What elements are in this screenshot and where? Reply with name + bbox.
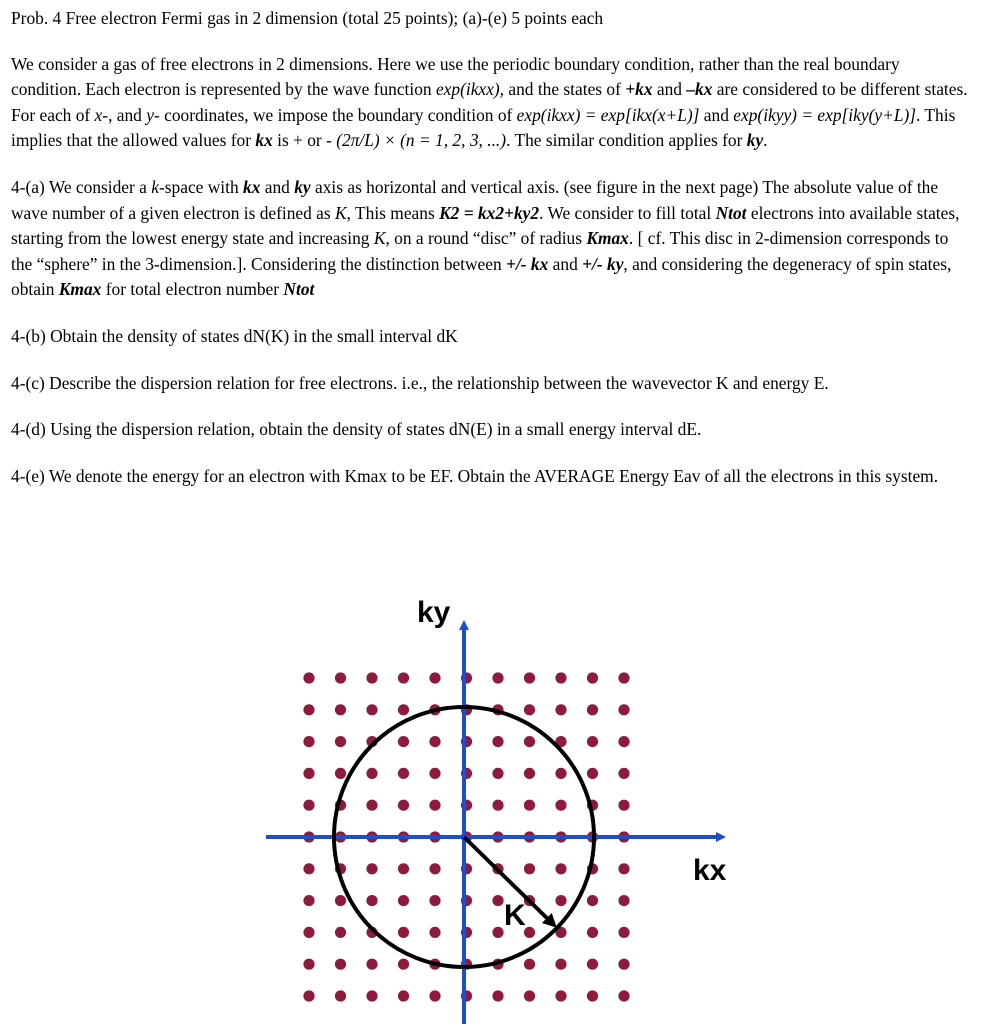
state-dot [398, 704, 409, 715]
state-dot [555, 863, 566, 874]
state-dot [303, 800, 314, 811]
state-dot [555, 704, 566, 715]
state-dot [618, 736, 629, 747]
state-dot [335, 704, 346, 715]
question-c: 4-(c) Describe the dispersion relation for free electrons. i.e., the relationship between the wavevector K and energy E. [11, 372, 829, 393]
state-dot [587, 704, 598, 715]
state-dot [398, 863, 409, 874]
question-a: 4-(a) We consider a k-space with kx and ky axis as horizontal and vertical axis. (see figure in the next page) The absolute value of the wave number of a given electron is defined as K, This means K2 = kx2+ky2. We consider to fill total Ntot electrons into available states, starting from the lowest energy state and increasing K, on a round “disc” of radius Kmax. [ cf. This disc in 2-dimension corresponds to the “sphere” in the 3-dimension.]. Considering the distinction between +/- kx and +/- ky, and considering the degeneracy of spin states, obtain Kmax for total electron number Ntot [11, 176, 960, 300]
state-dot [618, 800, 629, 811]
state-dot [492, 800, 503, 811]
state-dot [524, 800, 535, 811]
state-dot [303, 704, 314, 715]
state-dot [555, 672, 566, 683]
state-dot [303, 768, 314, 779]
state-dot [366, 959, 377, 970]
state-dot [335, 959, 346, 970]
state-dot [555, 990, 566, 1001]
state-dot [555, 800, 566, 811]
question-e: 4-(e) We denote the energy for an electron with Kmax to be EF. Obtain the AVERAGE Energy Eav of all the electrons in this system. [11, 465, 939, 486]
state-dot [492, 672, 503, 683]
state-dot [492, 990, 503, 1001]
state-dot [303, 959, 314, 970]
state-dot [524, 959, 535, 970]
state-dot [429, 927, 440, 938]
state-dot [429, 863, 440, 874]
state-dot [492, 927, 503, 938]
state-dot [335, 768, 346, 779]
state-dot [335, 672, 346, 683]
state-dot [618, 768, 629, 779]
intro-paragraph: We consider a gas of free electrons in 2 dimensions. Here we use the periodic boundary condition, rather than the real boundary condition. Each electron is represented by the wave function exp(ikxx), and the states of +kx and –kx are considered to be different states. For each of x-, and y- coordinates, we impose the boundary condition of exp(ikxx) = exp[ikx(x+L)] and exp(ikyy) = exp[iky(y+L)]. This implies that the allowed values for kx is + or - (2π/L) × (n = 1, 2, 3, ...). The similar condition applies for ky. [11, 53, 968, 151]
state-dot [492, 895, 503, 906]
state-dot [398, 768, 409, 779]
state-dot [303, 736, 314, 747]
state-dot [303, 990, 314, 1001]
state-dot [366, 800, 377, 811]
problem-title: Prob. 4 Free electron Fermi gas in 2 dimension (total 25 points); (a)-(e) 5 points each [11, 8, 604, 28]
state-dot [555, 895, 566, 906]
state-dot [618, 927, 629, 938]
state-dot [398, 736, 409, 747]
state-dot [587, 927, 598, 938]
state-dot [618, 704, 629, 715]
state-dot [492, 768, 503, 779]
ky-axis-label: ky [417, 596, 451, 629]
state-dot [587, 895, 598, 906]
state-dot [618, 895, 629, 906]
state-dot [335, 927, 346, 938]
state-dot [335, 895, 346, 906]
state-dot [429, 672, 440, 683]
state-dot [587, 672, 598, 683]
state-dot [618, 863, 629, 874]
state-dot [398, 959, 409, 970]
state-dot [398, 800, 409, 811]
question-b: 4-(b) Obtain the density of states dN(K) in the small interval dK [11, 325, 458, 346]
state-dot [335, 736, 346, 747]
state-dot [303, 863, 314, 874]
question-d: 4-(d) Using the dispersion relation, obtain the density of states dN(E) in a small energy interval dE. [11, 419, 702, 440]
state-dot [398, 895, 409, 906]
state-dot [587, 990, 598, 1001]
kx-axis-label: kx [693, 854, 727, 887]
state-dot [587, 959, 598, 970]
state-dot [366, 672, 377, 683]
state-dot [524, 704, 535, 715]
state-dot [429, 800, 440, 811]
state-dot [429, 736, 440, 747]
state-dot [335, 990, 346, 1001]
state-dot [366, 895, 377, 906]
state-dot [303, 672, 314, 683]
state-dot [429, 768, 440, 779]
state-dot [398, 990, 409, 1001]
state-dot [524, 768, 535, 779]
state-dot [524, 990, 535, 1001]
state-dot [492, 736, 503, 747]
state-dot [555, 959, 566, 970]
state-dot [555, 768, 566, 779]
state-dot [524, 672, 535, 683]
state-dot [618, 672, 629, 683]
k-radius-label: K [504, 899, 526, 932]
state-dot [366, 863, 377, 874]
state-dot [366, 704, 377, 715]
state-dot [587, 736, 598, 747]
state-dot [587, 768, 598, 779]
state-dot [429, 895, 440, 906]
state-dot [303, 895, 314, 906]
state-dot [618, 959, 629, 970]
state-dot [618, 990, 629, 1001]
state-dot [524, 736, 535, 747]
state-dot [398, 672, 409, 683]
state-dot [366, 990, 377, 1001]
state-dot [303, 927, 314, 938]
state-dot [429, 990, 440, 1001]
state-dot [366, 768, 377, 779]
state-dot [398, 927, 409, 938]
state-dot [524, 863, 535, 874]
